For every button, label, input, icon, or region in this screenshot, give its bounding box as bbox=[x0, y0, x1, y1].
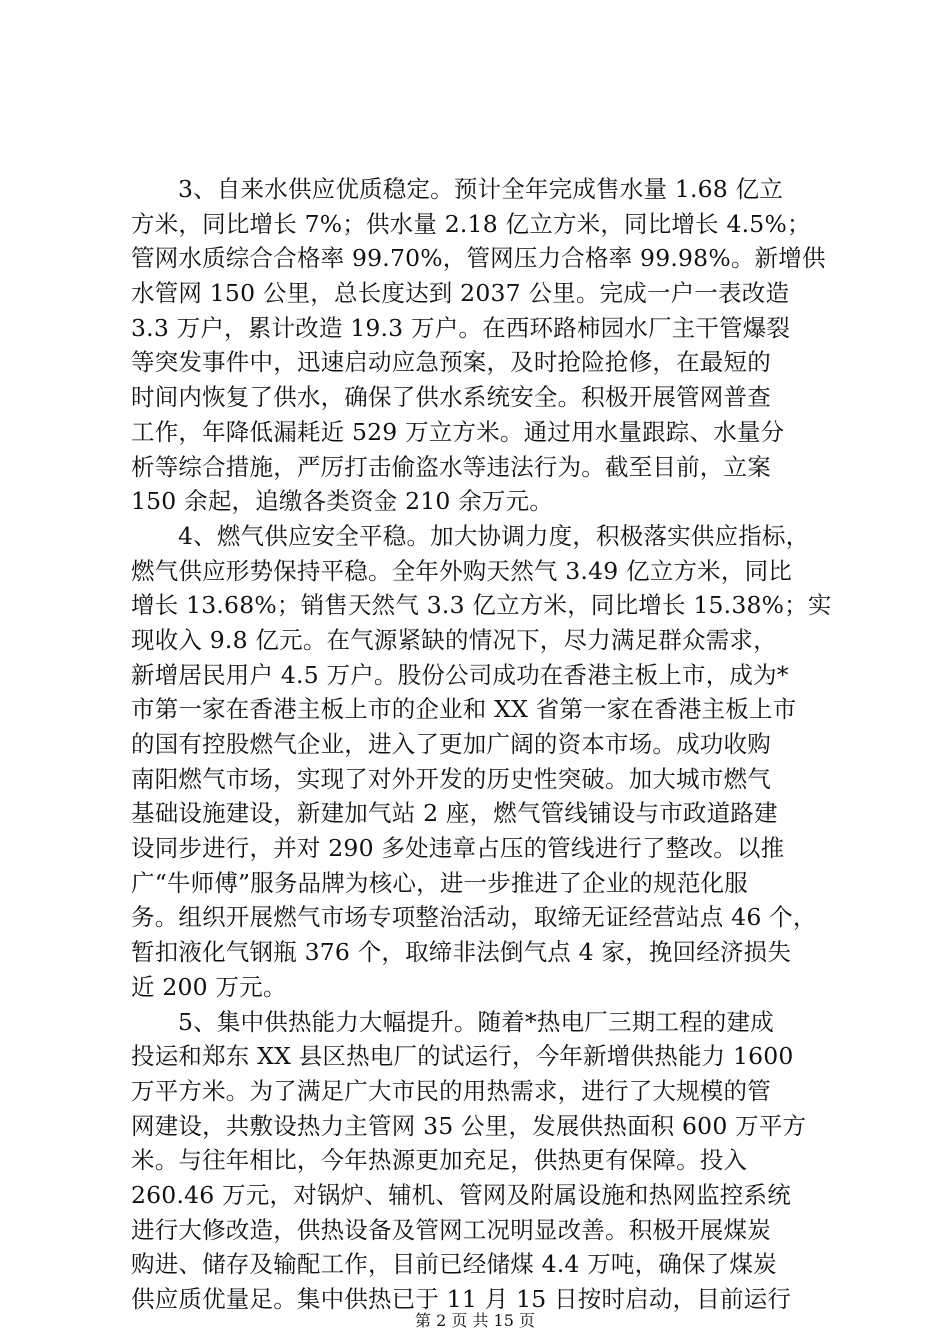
text-line: 购进、储存及输配工作，目前已经储煤 4.4 万吨，确保了煤炭 bbox=[131, 1250, 777, 1279]
text-line: 投运和郑东 XX 县区热电厂的试运行，今年新增供热能力 1600 bbox=[131, 1042, 794, 1071]
text-line: 水管网 150 公里，总长度达到 2037 公里。完成一户一表改造 bbox=[131, 279, 790, 308]
paragraph-heating-supply bbox=[131, 1005, 831, 1317]
text-line: 3.3 万户，累计改造 19.3 万户。在西环路柿园水厂主干管爆裂 bbox=[131, 313, 791, 342]
text-line: 增长 13.68%；销售天然气 3.3 亿立方米，同比增长 15.38%；实 bbox=[131, 591, 832, 620]
text-line: 市第一家在香港主板上市的企业和 XX 省第一家在香港主板上市 bbox=[131, 695, 797, 724]
text-line: 近 200 万元。 bbox=[131, 972, 287, 1001]
text-line: 等突发事件中，迅速启动应急预案，及时抢险抢修，在最短的 bbox=[131, 348, 771, 377]
text-line: 150 余起，追缴各类资金 210 余万元。 bbox=[131, 487, 554, 516]
text-line: 暂扣液化气钢瓶 376 个，取缔非法倒气点 4 家，挽回经济损失 bbox=[131, 938, 792, 967]
text-line: 方米，同比增长 7%；供水量 2.18 亿立方米，同比增长 4.5%； bbox=[131, 209, 811, 238]
paragraph-gas-supply bbox=[131, 519, 831, 1005]
text-line: 析等综合措施，严厉打击偷盗水等违法行为。截至目前，立案 bbox=[131, 452, 771, 481]
text-line: 设同步进行，并对 290 多处违章占压的管线进行了整改。以推 bbox=[131, 834, 785, 863]
document-body bbox=[131, 172, 831, 1317]
page-footer: 第 2 页 共 15 页 bbox=[415, 1311, 535, 1330]
text-line: 管网水质综合合格率 99.70%，管网压力合格率 99.98%。新增供 bbox=[131, 244, 826, 273]
text-line: 万平方米。为了满足广大市民的用热需求，进行了大规模的管 bbox=[131, 1076, 771, 1105]
text-line: 的国有控股燃气企业，进入了更加广阔的资本市场。成功收购 bbox=[131, 730, 771, 758]
text-line: 4、燃气供应安全平稳。加大协调力度，积极落实供应指标， bbox=[178, 521, 810, 550]
text-line: 260.46 万元，对锅炉、辅机、管网及附属设施和热网监控系统 bbox=[131, 1180, 791, 1209]
text-line: 进行大修改造，供热设备及管网工况明显改善。积极开展煤炭 bbox=[131, 1215, 771, 1244]
text-line: 广“牛师傅”服务品牌为核心，进一步推进了企业的规范化服 bbox=[131, 868, 748, 897]
text-line: 时间内恢复了供水，确保了供水系统安全。积极开展管网普查 bbox=[131, 383, 771, 412]
text-line: 燃气供应形势保持平稳。全年外购天然气 3.49 亿立方米，同比 bbox=[131, 556, 792, 585]
paragraph-water-supply bbox=[131, 172, 831, 519]
text-line: 米。与往年相比，今年热源更加充足，供热更有保障。投入 bbox=[131, 1146, 748, 1175]
text-line: 5、集中供热能力大幅提升。随着*热电厂三期工程的建成 bbox=[178, 1007, 774, 1036]
text-line: 工作，年降低漏耗近 529 万立方米。通过用水量跟踪、水量分 bbox=[131, 417, 785, 446]
text-line: 网建设，共敷设热力主管网 35 公里，发展供热面积 600 万平方 bbox=[131, 1111, 807, 1140]
text-line: 务。组织开展燃气市场专项整治活动，取缔无证经营站点 46 个， bbox=[131, 903, 817, 932]
text-line: 3、自来水供应优质稳定。预计全年完成售水量 1.68 亿立 bbox=[178, 175, 784, 203]
text-line: 新增居民用户 4.5 万户。股份公司成功在香港主板上市，成为* bbox=[131, 660, 789, 689]
text-line: 供应质优量足。集中供热已于 11 月 15 日按时启动，目前运行 bbox=[131, 1285, 792, 1313]
text-line: 基础设施建设，新建加气站 2 座，燃气管线铺设与市政道路建 bbox=[131, 799, 778, 828]
text-line: 南阳燃气市场，实现了对外开发的历史性突破。加大城市燃气 bbox=[131, 764, 771, 793]
text-line: 现收入 9.8 亿元。在气源紧缺的情况下，尽力满足群众需求， bbox=[131, 625, 777, 654]
